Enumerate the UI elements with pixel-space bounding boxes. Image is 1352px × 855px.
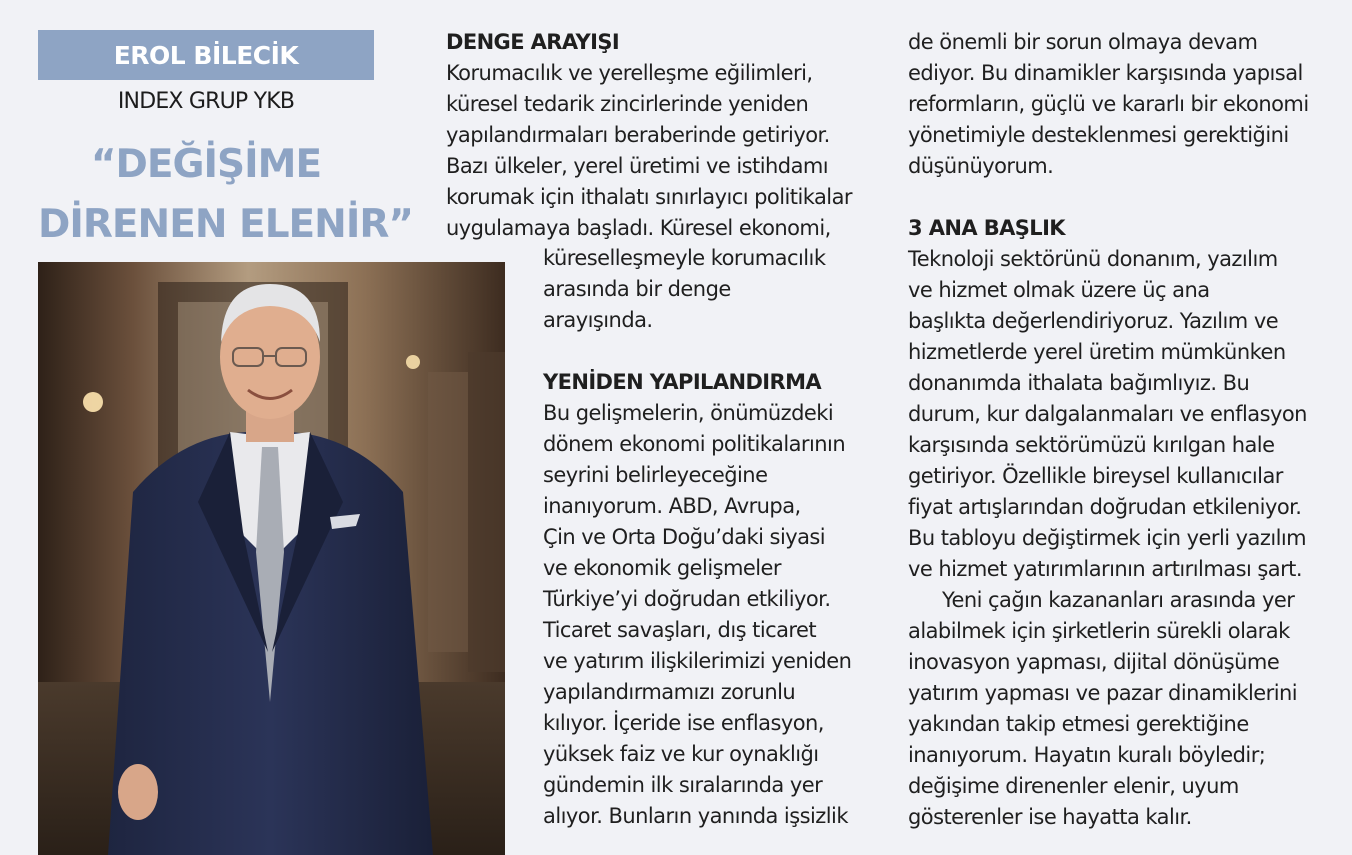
text-line: dönem ekonomi politikalarının	[543, 432, 846, 456]
text-line: Bu tabloyu değiştirmek için yerli yazılım	[908, 526, 1307, 550]
pull-quote-headline	[38, 135, 413, 255]
text-line: Türkiye’yi doğrudan etkiliyor.	[543, 587, 831, 611]
text-line: Ticaret savaşları, dış ticaret	[543, 618, 817, 642]
text-line: yapılandırmaları beraberinde getiriyor.	[446, 123, 830, 147]
text-line: ve yatırım ilişkilerimizi yeniden	[543, 649, 852, 673]
text-line: seyrini belirleyeceğine	[543, 463, 768, 487]
text-line: karşısında sektörümüzü kırılgan hale	[908, 433, 1275, 457]
text-line: de önemli bir sorun olmaya devam	[908, 30, 1258, 54]
text-line: inovasyon yapması, dijital dönüşüme	[908, 650, 1280, 674]
text-line: hizmetlerde yerel üretim mümkünken	[908, 340, 1286, 364]
text-line: ve hizmet olmak üzere üç ana	[908, 278, 1210, 302]
text-line: yakından takip etmesi gerektiğine	[908, 712, 1249, 736]
text-line: ve ekonomik gelişmeler	[543, 556, 782, 580]
text-line: yapılandırmamızı zorunlu	[543, 680, 796, 704]
text-line: yatırım yapması ve pazar dinamiklerini	[908, 681, 1298, 705]
text-line: inanıyorum. Hayatın kuralı böyledir;	[908, 743, 1266, 767]
author-name: EROL BİLECİK	[113, 40, 299, 70]
portrait-photo	[38, 262, 505, 855]
text-line: inanıyorum. ABD, Avrupa,	[543, 494, 801, 518]
text-line: korumak için ithalatı sınırlayıcı politikalar	[446, 185, 852, 209]
text-line: durum, kur dalgalanmaları ve enflasyon	[908, 402, 1307, 426]
text-line: düşünüyorum.	[908, 154, 1054, 178]
text-line: başlıkta değerlendiriyoruz. Yazılım ve	[908, 309, 1279, 333]
text-line: Bu gelişmelerin, önümüzdeki	[543, 401, 834, 425]
article-column-2	[908, 27, 1309, 833]
text-line: küresel tedarik zincirlerinde yeniden	[446, 92, 809, 116]
article-column-1	[446, 27, 852, 244]
text-line: gündemin ilk sıralarında yer	[543, 773, 823, 797]
author-name-banner	[38, 30, 374, 80]
text-line: ediyor. Bu dinamikler karşısında yapısal	[908, 61, 1303, 85]
text-line: arayışında.	[543, 308, 653, 332]
section-heading: 3 ANA BAŞLIK	[908, 216, 1065, 240]
author-role: INDEX GRUP YKB	[117, 89, 295, 114]
text-line: Korumacılık ve yerelleşme eğilimleri,	[446, 61, 813, 85]
text-line: alabilmek için şirketlerin sürekli olarak	[908, 619, 1290, 643]
article-column-1-narrow	[543, 243, 851, 832]
portrait-illustration	[38, 262, 505, 855]
text-line: gösterenler ise hayatta kalır.	[908, 805, 1192, 829]
headline-line: “DEĞİŞİME	[90, 142, 322, 187]
text-line: kılıyor. İçeride ise enflasyon,	[543, 711, 824, 735]
text-line: Teknoloji sektörünü donanım, yazılım	[908, 247, 1278, 271]
text-line: donanımda ithalata bağımlıyız. Bu	[908, 371, 1250, 395]
text-line: Yeni çağın kazananları arasında yer	[942, 588, 1295, 612]
section-heading: DENGE ARAYIŞI	[446, 30, 620, 54]
text-line: Çin ve Orta Doğu’daki siyasi	[543, 525, 826, 549]
text-line: getiriyor. Özellikle bireysel kullanıcılar	[908, 464, 1283, 488]
text-line: fiyat artışlarından doğrudan etkileniyor.	[908, 495, 1302, 519]
text-line: arasında bir denge	[543, 277, 731, 301]
text-line: reformların, güçlü ve kararlı bir ekonomi	[908, 92, 1309, 116]
text-line: alıyor. Bunların yanında işsizlik	[543, 804, 848, 828]
text-line: yüksek faiz ve kur oynaklığı	[543, 742, 819, 766]
text-line: küreselleşmeyle korumacılık	[543, 246, 826, 270]
section-heading: YENİDEN YAPILANDIRMA	[543, 370, 822, 394]
text-line: yönetimiyle desteklenmesi gerektiğini	[908, 123, 1289, 147]
text-line: Bazı ülkeler, yerel üretimi ve istihdamı	[446, 154, 829, 178]
text-line: uygulamaya başladı. Küresel ekonomi,	[446, 216, 831, 240]
text-line: ve hizmet yatırımlarının artırılması şart.	[908, 557, 1302, 581]
headline-line: DİRENEN ELENİR”	[38, 202, 413, 247]
text-line: değişime direnenler elenir, uyum	[908, 774, 1239, 798]
